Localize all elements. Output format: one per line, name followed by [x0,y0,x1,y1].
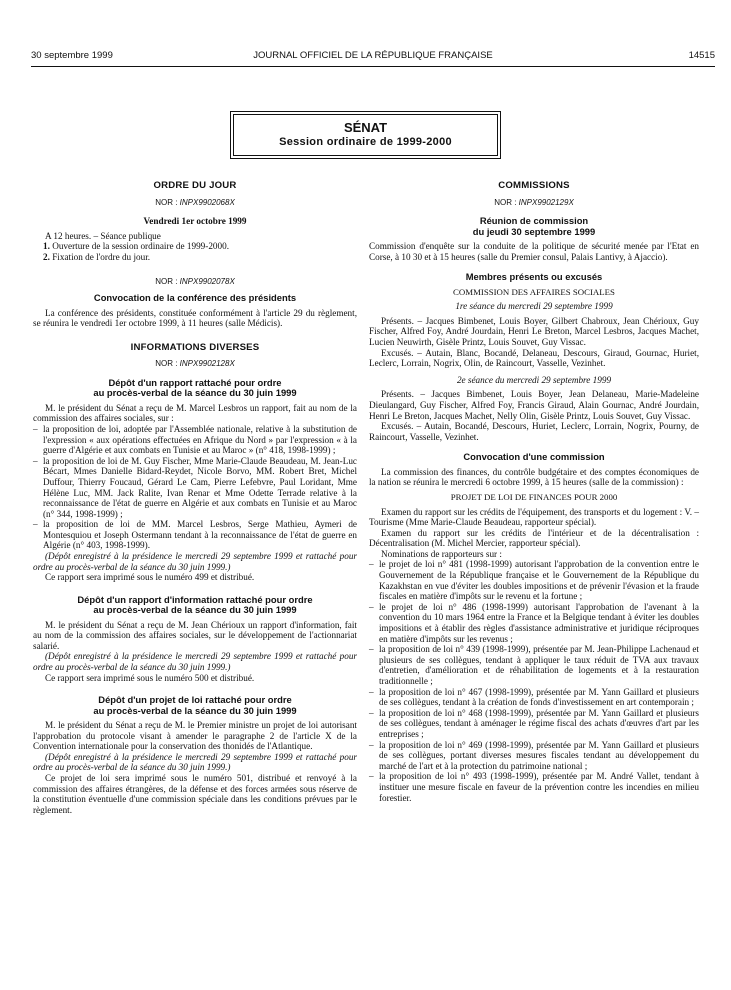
nominations: Nominations de rapporteurs sur : [381,548,502,559]
depot3-title: Dépôt d'un projet de loi rattaché pour ordre au procès-verbal de la séance du 30 juin 1999 [93,694,297,716]
list-item: – la proposition de loi, adoptée par l'Assemblée nationale, relative à la substitution de l'expression « aux opérations effectuées en Afrique du Nord » par l'expression « à la guerre d'Algérie et aux combats en Tunisie et au Maroc » (n° 418, 1998-1999) ; [33,424,357,456]
header-journal: JOURNAL OFFICIEL DE LA RÉPUBLIQUE FRANÇAISE [253,50,493,61]
membres-presents2: Présents. – Jacques Bimbenet, Louis Boyer, Jean Delaneau, Marie-Madeleine Dieulangard, Guy Fischer, Alfred Foy, Francis Giraud, Alain Gournac, André Jourdain, Henri Le Breton, Jacques Machet, Nelly Olin, Gisèle Printz, Louis Souvet, Guy Vissac. [369,389,699,421]
ordre-nor: NOR : INPX9902068X [155,197,235,207]
membres-title: Membres présents ou excusés [465,271,603,283]
membres-presents1: Présents. – Jacques Bimbenet, Louis Boyer, Gilbert Chabroux, Jean Chérioux, Guy Fischer, Alfred Foy, André Jourdain, Henri Le Breton, Marcel Lesbros, Jacques Machet, Lucien Neuwirth, Gisèle Printz, Louis Souvet, Guy Vissac. [369,315,699,347]
depot2-intro: M. le président du Sénat a reçu de M. Jean Chérioux un rapport d'information, fait au nom de la commission des affaires sociales, sur le développement de l'actionnariat salarié. [33,619,357,651]
convocation-text: La conférence des présidents, constituée conformément à l'article 29 du règlement, se réunira le vendredi 1er octobre 1999, à 11 heures (salle Médicis). [33,307,357,329]
convocation-commission-title: Convocation d'une commission [463,451,605,463]
nominations-list [369,559,699,803]
depot1-note: (Dépôt enregistré à la présidence le mercredi 29 septembre 1999 et rattaché pour ordre au procès-verbal de la séance du 30 juin 1999.) [33,551,357,572]
convocation-nor: NOR : INPX9902078X [155,276,235,286]
depot3-note: (Dépôt enregistré à la présidence le mercredi 29 septembre 1999 et rattaché pour ordre au procès-verbal de la séance du 30 juin 1999.) [33,751,357,773]
left-column [33,181,357,815]
list-item: – la proposition de loi n° 439 (1998-1999), présentée par M. Jean-Philippe Lachenaud et plusieurs de ses collègues, tendant à appliquer le taux réduit de TVA aux travaux d'entretien, d'amélioration et de réhabilitation de logements et à la restauration traditionnelle ; [369,644,699,686]
running-header [31,50,715,64]
membres-seance2: 2e séance du mercredi 29 septembre 1999 [456,374,612,385]
depot2-note: (Dépôt enregistré à la présidence le mercredi 29 septembre 1999 et rattaché pour ordre au procès-verbal de la séance du 30 juin 1999.) [33,651,357,673]
list-item: – la proposition de loi de M. Guy Fischer, Mme Marie-Claude Beaudeau, M. Jean-Luc Bécart, Mmes Danielle Bidard-Reydet, Nicole Borvo, MM. Robert Bret, Michel Duffour, Thierry Foucaud, Gérard Le Cam, Pierre Lefebvre, Paul Loridant, Mme Hélène Luc, MM. Jack Ralite, Ivan Renar et Mme Odette Terrade relative à la reconnaissance de l'état de guerre en Algérie et aux combats en Tunisie et au Maroc (n° 344, 1998-1999) ; [33,456,357,520]
header-rule [31,66,715,67]
reunion-title: Réunion de commission du jeudi 30 septembre 1999 [472,215,596,237]
depot1-print: Ce rapport sera imprimé sous le numéro 499 et distribué. [45,572,255,583]
header-page-number: 14515 [688,50,715,61]
commissions-title: COMMISSIONS [498,180,570,191]
header-date: 30 septembre 1999 [31,50,113,61]
depot3-print: Ce projet de loi sera imprimé sous le numéro 501, distribué et renvoyé à la commission des affaires étrangères, de la défense et des forces armées sous réserve de la constitution éventuelle d'une commission spéciale dans les conditions prévues par le règlement. [33,773,357,815]
membres-commission: COMMISSION DES AFFAIRES SOCIALES [453,286,615,297]
ordre-seance: A 12 heures. – Séance publique [45,230,161,241]
list-item: – la proposition de loi n° 493 (1998-1999), présentée par M. André Vallet, tendant à instituer une mesure fiscale en faveur de la prévention contre les incendies en milieu forestier. [369,771,699,803]
membres-excuses1: Excusés. – Autain, Blanc, Bocandé, Delaneau, Descours, Giraud, Gournac, Huriet, Leclerc, Lorrain, Nogrix, Olin, de Raincourt, Vasselle, Vezinhet. [369,347,699,369]
exam-decentralisation: Examen du rapport sur les crédits de l'intérieur et de la décentralisation : Décentralisation (M. Michel Mercier, rapporteur spécial). [369,527,699,549]
list-item: – le projet de loi n° 481 (1998-1999) autorisant l'approbation de la convention entre le Gouvernement de la République française et le Gouvernement de la République du Kazakhstan en vue d'éviter les doubles impositions et de prévenir l'évasion et la fraude fiscales en matière d'impôts sur le revenu et la fortune ; [369,559,699,601]
depot3-intro: M. le président du Sénat a reçu de M. le Premier ministre un projet de loi autorisant l'approbation du protocole visant à amender le paragraphe 2 de l'article X de la Convention internationale pour la conservation des thonidés de l'Atlantique. [33,720,357,752]
depot2-title: Dépôt d'un rapport d'information rattaché pour ordre au procès-verbal de la séance du 30 juin 1999 [77,593,313,616]
depot2-print: Ce rapport sera imprimé sous le numéro 500 et distribué. [45,672,255,683]
title-session: Session ordinaire de 1999-2000 [279,136,452,148]
exam-tourisme: Examen du rapport sur les crédits de l'équipement, des transports et du logement : V. – Tourisme (Mme Marie-Claude Beaudeau, rapporteur spécial). [369,506,699,528]
title-senat: SÉNAT [343,120,388,135]
commissions-nor: NOR : INPX9902129X [494,197,574,207]
ordre-du-jour-title: ORDRE DU JOUR [153,180,237,191]
list-item: – la proposition de loi n° 468 (1998-1999), présentée par M. Yann Gaillard et plusieurs de ses collègues, tendant à aménager le régime fiscal des achats d'œuvres d'art par les entreprises ; [369,708,699,740]
list-item: – le projet de loi n° 486 (1998-1999) autorisant l'approbation de l'avenant à la convention du 10 mars 1964 entre la France et la Belgique tendant à éviter les doubles impositions et à établir des règles d'assistance administrative et juridique réciproques en matière d'impôts sur les revenus ; [369,602,699,644]
ordre-item-2: 2. Fixation de l'ordre du jour. [43,251,151,262]
list-item: – la proposition de loi n° 467 (1998-1999), présentée par M. Yann Gaillard et plusieurs de ses collègues, tendant à la création de fonds d'investissement en art contemporain ; [369,687,699,708]
projet-loi-finances: PROJET DE LOI DE FINANCES POUR 2000 [450,491,618,502]
convocation-title: Convocation de la conférence des présidents [93,292,297,304]
convocation-commission-text: La commission des finances, du contrôle budgétaire et des comptes économiques de la nation se réunira le mercredi 6 octobre 1999, à 15 heures (salle de la commission) : [369,466,699,488]
right-column [369,181,699,803]
depot1-intro: M. le président du Sénat a reçu de M. Marcel Lesbros un rapport, fait au nom de la commission des affaires sociales, sur : [33,402,357,424]
ordre-item-1: 1. Ouverture de la session ordinaire de 1999-2000. [43,241,229,252]
infos-title: INFORMATIONS DIVERSES [130,341,260,353]
depot1-list [33,424,357,551]
ordre-date: Vendredi 1er octobre 1999 [143,216,247,227]
depot1-title: Dépôt d'un rapport rattaché pour ordre au procès-verbal de la séance du 30 juin 1999 [93,376,297,399]
list-item: – la proposition de loi n° 469 (1998-1999), présentée par M. Yann Gaillard et plusieurs de ses collègues, portant diverses mesures fiscales tendant au développement du marché de l'art et à la protection du patrimoine national ; [369,740,699,772]
list-item: – la proposition de loi de MM. Marcel Lesbros, Serge Mathieu, Aymeri de Montesquiou et Joseph Ostermann tendant à la reconnaissance de l'état de guerre en Algérie (n° 403, 1998-1999). [33,519,357,551]
title-box [233,114,498,156]
membres-excuses2: Excusés. – Autain, Bocandé, Descours, Huriet, Leclerc, Lorrain, Nogrix, Pourny, de Raincourt, Vasselle, Vezinhet. [369,421,699,442]
infos-nor: NOR : INPX9902128X [155,359,235,369]
reunion-text: Commission d'enquête sur la conduite de la politique de sécurité menée par l'Etat en Corse, à 10 30 et à 15 heures (salle du Premier consul, Palais Lantivy, à Ajaccio). [369,241,699,262]
membres-seance1: 1re séance du mercredi 29 septembre 1999 [455,301,613,312]
